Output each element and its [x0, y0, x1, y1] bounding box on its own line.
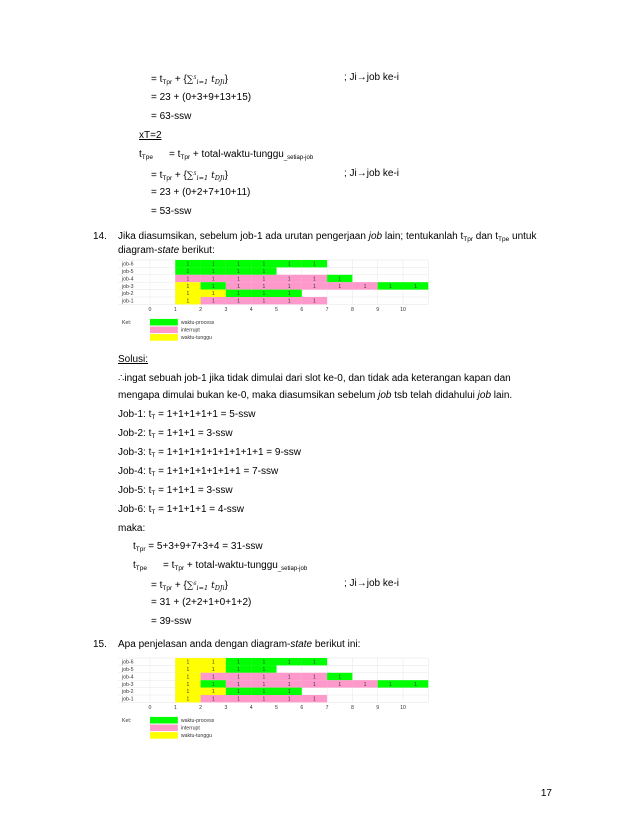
legend-swatch	[150, 732, 178, 739]
cell-label: 1	[186, 261, 190, 268]
x-tick-label: 4	[249, 704, 253, 711]
cell-label: 1	[186, 291, 190, 298]
formula-line: $t_{Tpe}$	[133, 560, 147, 572]
row-label: job-4	[122, 276, 134, 283]
cell-label: 1	[211, 291, 215, 298]
cell-label: 1	[211, 689, 215, 696]
state-diagram-svg	[118, 256, 418, 348]
row-label: job-2	[122, 291, 134, 298]
cell-label: 1	[186, 689, 190, 696]
cell-label: 1	[363, 283, 367, 290]
cell-label: 1	[237, 261, 240, 268]
cell-label: 1	[237, 298, 240, 305]
cell-label: 1	[363, 681, 367, 688]
row-label: job-6	[122, 261, 134, 268]
cell-label: 1	[237, 269, 240, 275]
cell-label: 1	[211, 674, 215, 681]
formula-line: = 63-ssw	[151, 111, 192, 122]
cell-label: 1	[237, 667, 240, 673]
cell-label: 1	[262, 269, 266, 275]
formula-line: = 39-ssw	[151, 616, 192, 627]
cell-label: 1	[338, 283, 342, 290]
formula-note: ; Ji→job ke-i	[344, 168, 400, 179]
cell-label: 1	[338, 681, 342, 688]
cell-label: 1	[313, 298, 316, 305]
legend-swatch	[150, 334, 178, 341]
cell-label: 1	[313, 674, 316, 681]
solution-paragraph: mengapa dimulai bukan ke-0, maka diasumsikan sebelum job tsb telah didahului job lain.	[118, 390, 513, 401]
legend-label: waktu-process	[180, 319, 215, 326]
cell-label: 1	[237, 674, 240, 681]
legend-title: Ket:	[122, 717, 132, 724]
job-turnaround-line: Job-5: $t_T = 1+1+1 = 3-ssw$	[118, 485, 233, 497]
cell-label: 1	[211, 283, 215, 290]
question-text: Apa penjelasan anda dengan diagram-state berikut ini:	[118, 639, 361, 650]
cell-label: 1	[237, 283, 240, 290]
x-tick-label: 10	[400, 306, 406, 313]
cell-label: 1	[186, 674, 190, 681]
x-tick-label: 8	[350, 306, 354, 313]
cell-label: 1	[287, 298, 291, 305]
x-tick-label: 10	[400, 704, 406, 711]
x-tick-label: 5	[275, 306, 278, 313]
cell-label: 1	[313, 261, 316, 268]
row-label: job-1	[122, 696, 134, 703]
formula-note: ; Ji→job ke-i	[344, 72, 400, 83]
cell-label: 1	[262, 674, 266, 681]
formula-line: $t_{Tpr} = 5+3+9+7+3+4 = 31-ssw$	[133, 541, 263, 553]
legend-label: interrupt	[180, 327, 200, 334]
cell-label: 1	[287, 681, 291, 688]
x-tick-label: 7	[325, 306, 329, 313]
cell-label: 1	[262, 696, 266, 703]
formula-line: = 53-ssw	[151, 206, 192, 217]
cell-label: 1	[262, 283, 266, 290]
state-diagram-1	[118, 256, 418, 348]
cell-label: 1	[388, 283, 392, 290]
legend-label: waktu-tunggu	[180, 733, 212, 740]
x-tick-label: 6	[300, 306, 304, 313]
cell-label: 1	[237, 689, 240, 696]
x-tick-label: 3	[224, 306, 228, 313]
cell-label: 1	[287, 283, 291, 290]
row-label: job-3	[122, 283, 134, 290]
formula-line: = $t_{Tpr}$ + total-waktu-tunggu$_{\_setiap-job}$	[163, 560, 308, 572]
formula-line: = 31 + (2+2+1+0+1+2)	[151, 597, 252, 608]
cell-label: 1	[237, 659, 240, 666]
cell-label: 1	[237, 291, 240, 298]
cell-label: 1	[211, 696, 215, 703]
job-turnaround-line: Job-4: $t_T = 1+1+1+1+1+1+1 = 7-ssw$	[118, 466, 279, 478]
row-label: job-2	[122, 689, 134, 696]
cell-label: 1	[186, 276, 190, 283]
cell-label: 1	[211, 269, 215, 275]
cell-label: 1	[287, 276, 291, 283]
cell-label: 1	[211, 261, 215, 268]
cell-label: 1	[338, 674, 342, 681]
maka-label: maka:	[118, 523, 146, 534]
cell-label: 1	[186, 681, 190, 688]
legend-swatch	[150, 725, 178, 732]
case-label: xT=2	[139, 130, 162, 141]
x-tick-label: 0	[148, 704, 152, 711]
x-tick-label: 3	[224, 704, 228, 711]
x-tick-label: 0	[148, 306, 152, 313]
cell-label: 1	[186, 696, 190, 703]
formula-line: $t_{Tpe}$	[139, 149, 153, 161]
cell-label: 1	[262, 276, 266, 283]
cell-label: 1	[287, 659, 291, 666]
legend-label: waktu-tunggu	[180, 335, 212, 342]
row-label: job-5	[122, 269, 134, 275]
cell-label: 1	[237, 276, 240, 283]
page-number: 17	[540, 788, 552, 799]
row-label: job-4	[122, 674, 134, 681]
legend-swatch	[150, 327, 178, 334]
cell-label: 1	[287, 291, 291, 298]
question-number: 15.	[93, 639, 107, 650]
legend-title: Ket:	[122, 319, 132, 326]
x-tick-label: 5	[275, 704, 278, 711]
cell-label: 1	[287, 674, 291, 681]
x-tick-label: 1	[173, 704, 177, 711]
state-diagram-svg	[118, 654, 418, 746]
solution-title: Solusi:	[118, 354, 149, 365]
cell-label: 1	[237, 696, 240, 703]
job-turnaround-line: Job-3: $t_T = 1+1+1+1+1+1+1+1+1 = 9-ssw$	[118, 447, 302, 459]
cell-label: 1	[186, 283, 190, 290]
cell-label: 1	[287, 261, 291, 268]
formula-note: ; Ji→job ke-i	[344, 578, 400, 589]
x-tick-label: 9	[376, 704, 380, 711]
formula-line: = 23 + (0+2+7+10+11)	[151, 187, 251, 198]
x-tick-label: 6	[300, 704, 304, 711]
cell-label: 1	[262, 681, 266, 688]
cell-label: 1	[414, 681, 418, 688]
job-turnaround-line: Job-2: $t_T = 1+1+1 = 3-ssw$	[118, 428, 233, 440]
formula-line: = $t_{Tpr} + \{\sum^5_{i=1}$ $t_{DJi}$}	[151, 170, 228, 182]
cell-label: 1	[313, 681, 316, 688]
cell-label: 1	[262, 261, 266, 268]
job-turnaround-line: Job-6: $t_T = 1+1+1+1 = 4-ssw$	[118, 504, 245, 516]
cell-label: 1	[313, 696, 316, 703]
row-label: job-5	[122, 667, 134, 673]
cell-label: 1	[237, 681, 240, 688]
state-diagram-2	[118, 654, 418, 746]
legend-label: interrupt	[180, 725, 200, 732]
cell-label: 1	[211, 298, 215, 305]
row-label: job-3	[122, 681, 134, 688]
formula-line: = $t_{Tpr}$ + total-waktu-tunggu$_{\_setiap-job}$	[169, 149, 314, 161]
cell-label: 1	[262, 298, 266, 305]
x-tick-label: 1	[173, 306, 177, 313]
cell-label: 1	[262, 667, 266, 673]
cell-label: 1	[186, 659, 190, 666]
cell-label: 1	[313, 283, 316, 290]
cell-label: 1	[211, 681, 215, 688]
formula-line: = $t_{Tpr} + \{\sum^5_{i=1}$ $t_{DJi}$}	[151, 74, 228, 86]
x-tick-label: 2	[199, 306, 203, 313]
question-text: diagram-state berikut:	[118, 245, 215, 256]
cell-label: 1	[414, 283, 418, 290]
cell-label: 1	[287, 689, 291, 696]
row-label: job-6	[122, 659, 134, 666]
cell-label: 1	[211, 667, 215, 673]
cell-label: 1	[262, 291, 266, 298]
cell-label: 1	[211, 276, 215, 283]
job-turnaround-line: Job-1: $t_T = 1+1+1+1+1 = 5-ssw$	[118, 409, 256, 421]
legend-swatch	[150, 717, 178, 724]
legend-swatch	[150, 319, 178, 326]
cell-label: 1	[313, 659, 316, 666]
x-tick-label: 4	[249, 306, 253, 313]
cell-label: 1	[287, 696, 291, 703]
cell-label: 1	[186, 269, 190, 275]
cell-label: 1	[338, 276, 342, 283]
cell-label: 1	[186, 667, 190, 673]
x-tick-label: 7	[325, 704, 329, 711]
solution-paragraph: ∴ingat sebuah job-1 jika tidak dimulai dari slot ke-0, dan tidak ada keterangan kapan dan	[118, 373, 511, 384]
cell-label: 1	[313, 276, 316, 283]
x-tick-label: 8	[350, 704, 354, 711]
question-text: Jika diasumsikan, sebelum job-1 ada urutan pengerjaan job lain; tentukanlah $t_{Tpr}$ dan $t_{Tpe}$ untuk	[118, 231, 537, 243]
legend-label: waktu-process	[180, 717, 215, 724]
row-label: job-1	[122, 298, 134, 305]
cell-label: 1	[211, 659, 215, 666]
formula-line: = 23 + (0+3+9+13+15)	[151, 92, 252, 103]
cell-label: 1	[388, 681, 392, 688]
cell-label: 1	[262, 659, 266, 666]
formula-line: = $t_{Tpr} + \{\sum^6_{i=1}$ $t_{DJi}$}	[151, 580, 228, 592]
cell-label: 1	[186, 298, 190, 305]
x-tick-label: 9	[376, 306, 380, 313]
cell-label: 1	[262, 689, 266, 696]
x-tick-label: 2	[199, 704, 203, 711]
question-number: 14.	[93, 231, 107, 242]
